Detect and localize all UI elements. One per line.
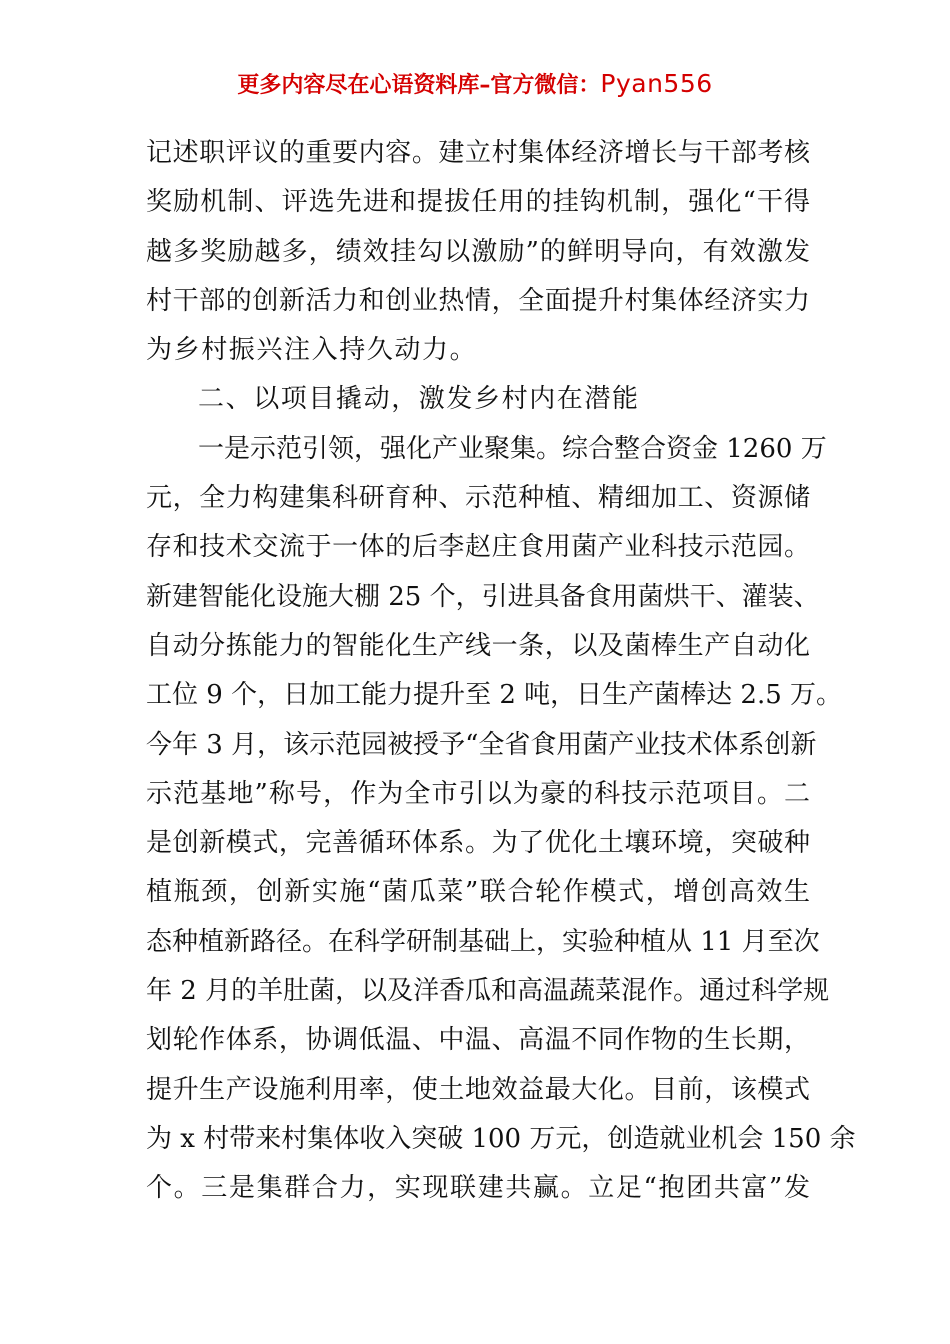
body-line: 提升生产设施利用率，使土地效益最大化。目前，该模式 [146,1074,810,1105]
body-line: 态种植新路径。在科学研制基础上，实验种植从 11 月至次 [146,926,820,957]
body-line: 是创新模式，完善循环体系。为了优化土壤环境，突破种 [146,828,810,859]
body-line: 新建智能化设施大棚 25 个，引进具备食用菌烘干、灌装、 [146,581,820,612]
body-line: 自动分拣能力的智能化生产线一条，以及菌棒生产自动化 [146,630,810,661]
body-line: 记述职评议的重要内容。建立村集体经济增长与干部考核 [146,138,810,168]
header-title: 更多内容尽在心语资料库–官方微信： [237,73,601,98]
body-line: 示范基地”称号，作为全市引以为豪的科技示范项目。二 [146,778,810,809]
body-line: 元，全力构建集科研育种、示范种植、精细加工、资源储 [146,483,810,514]
body-line: 个。三是集群合力，实现联建共赢。立足“抱团共富”发 [146,1173,810,1204]
header-wechat-id: Pyan556 [600,69,713,98]
body-line: 为 x 村带来村集体收入突破 100 万元，创造就业机会 150 余 [146,1123,856,1154]
watermark-header [0,68,950,99]
section-heading: 二、以项目撬动，激发乡村内在潜能 [198,384,640,415]
body-line: 越多奖励越多，绩效挂勾以激励”的鲜明导向，有效激发 [146,236,810,267]
body-line: 今年 3 月，该示范园被授予“全省食用菌产业技术体系创新 [146,729,817,760]
body-line: 工位 9 个，日加工能力提升至 2 吨，日生产菌棒达 2.5 万。 [146,680,843,711]
body-line: 村干部的创新活力和创业热情，全面提升村集体经济实力 [146,285,810,316]
body-line: 划轮作体系，协调低温、中温、高温不同作物的生长期， [146,1025,810,1056]
body-line: 一是示范引领，强化产业聚集。综合整合资金 1260 万 [198,433,827,464]
body-line: 植瓶颈，创新实施“菌瓜菜”联合轮作模式，增创高效生 [146,877,810,908]
body-line: 存和技术交流于一体的后李赵庄食用菌产业科技示范园。 [146,532,810,563]
body-line: 年 2 月的羊肚菌，以及洋香瓜和高温蔬菜混作。通过科学规 [146,976,830,1007]
body-line: 为乡村振兴注入持久动力。 [146,335,478,366]
document-body [146,129,856,1214]
body-line: 奖励机制、评选先进和提拔任用的挂钩机制，强化“干得 [146,187,810,218]
